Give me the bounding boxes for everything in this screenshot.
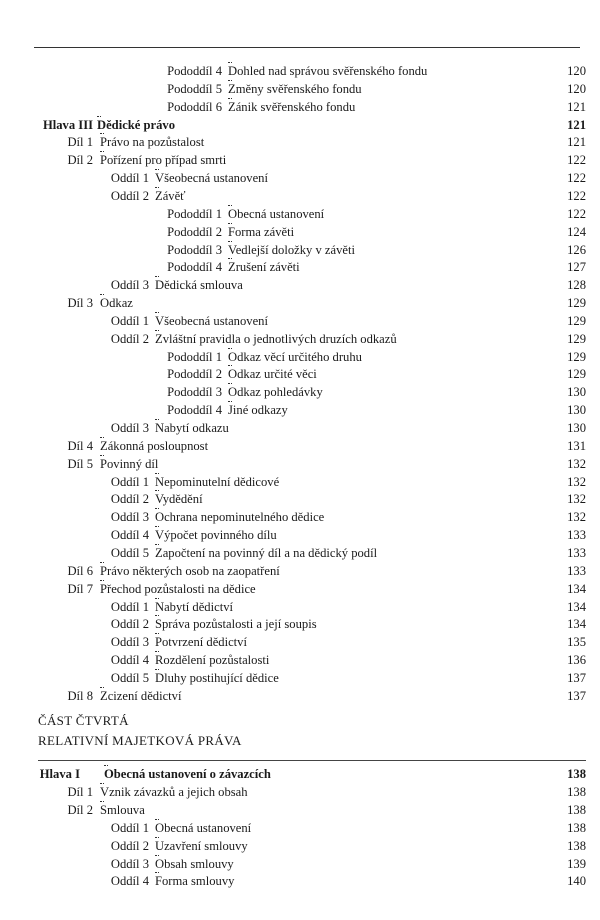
leader-dots: [155, 669, 159, 670]
toc-entry-label: Oddíl 1: [110, 313, 149, 328]
toc-entry-title: Dědická smlouva: [155, 278, 243, 293]
toc-entry-title: Vznik závazků a jejich obsah: [100, 784, 248, 799]
toc-entry: [0, 687, 600, 705]
toc-entry-title: Závěť: [155, 188, 186, 203]
part-number: ČÁST ČTVRTÁ: [38, 713, 129, 728]
toc-entry-label: Pododdíl 1: [167, 349, 222, 364]
toc-entry-label: Díl 3: [67, 296, 93, 311]
toc-entry-page: 135: [567, 635, 586, 650]
leader-dots: [228, 62, 232, 63]
toc-entry-label: Díl 7: [67, 581, 93, 596]
toc-entry-title: Obecná ustanovení: [228, 206, 325, 221]
leader-dots: [155, 651, 159, 652]
leader-dots: [100, 580, 104, 581]
toc-entry-title: Správa pozůstalosti a její soupis: [155, 617, 317, 632]
leader-dots: [155, 872, 159, 873]
toc-entry-label: Pododdíl 2: [167, 224, 222, 239]
toc-entry-title: Jiné odkazy: [228, 403, 288, 418]
top-rule: [34, 47, 580, 48]
toc-entry-label: Oddíl 3: [110, 421, 149, 435]
toc-entry: [0, 276, 600, 294]
toc-entry-label: Oddíl 3: [110, 856, 149, 871]
leader-dots: [155, 855, 159, 856]
toc-entry-page: 124: [567, 224, 586, 239]
leader-dots: [155, 419, 159, 420]
toc-entry: [0, 241, 600, 259]
toc-entry-label: Pododdíl 3: [167, 242, 222, 257]
part-title: RELATIVNÍ MAJETKOVÁ PRÁVA: [38, 733, 242, 748]
toc-entry-title: Nepominutelní dědicové: [155, 474, 280, 489]
toc-entry-page: 127: [567, 260, 586, 275]
toc-entry-label: Díl 5: [67, 456, 93, 471]
toc-entry-label: Oddíl 1: [110, 474, 149, 489]
leader-dots: [228, 223, 232, 224]
toc-entry-label: Oddíl 2: [110, 838, 149, 853]
toc-entry-title: Odkaz pohledávky: [228, 385, 323, 400]
toc-entry-label: Pododdíl 6: [167, 99, 222, 114]
toc-entry: [0, 837, 600, 855]
toc-entry-label: Oddíl 1: [110, 599, 149, 614]
toc-entry-title: Výpočet povinného dílu: [155, 528, 277, 543]
toc-entry: [0, 544, 600, 562]
toc-entry-title: Právo na pozůstalost: [100, 135, 205, 150]
toc-entry-page: 137: [567, 670, 586, 685]
toc-entry: [0, 116, 600, 134]
leader-dots: [228, 348, 232, 349]
toc-entry-page: 134: [567, 617, 586, 632]
toc-entry-title: Potvrzení dědictví: [155, 635, 247, 650]
toc-entry-title: Dědické právo: [97, 117, 176, 132]
toc-entry: [0, 580, 600, 598]
toc-entry: [0, 855, 600, 873]
toc-entry: [0, 151, 600, 169]
toc-entry-label: Díl 6: [67, 563, 93, 578]
leader-dots: [100, 687, 104, 688]
toc-entry: [0, 615, 600, 633]
leader-dots: [228, 401, 232, 402]
leader-dots: [100, 562, 104, 563]
toc-entry-title: Zrušení závěti: [228, 260, 300, 275]
leader-dots: [104, 765, 108, 766]
toc-entry-page: 128: [567, 278, 586, 293]
toc-entry: [0, 819, 600, 837]
toc-entry-title: Zákonná posloupnost: [100, 438, 209, 453]
toc-entry-title: Všeobecná ustanovení: [155, 171, 268, 186]
leader-dots: [228, 205, 232, 206]
leader-dots: [228, 241, 232, 242]
toc-entry-page: 138: [567, 784, 586, 799]
toc-entry-title: Odkaz věcí určitého druhu: [228, 349, 362, 364]
toc-entry-page: 131: [567, 438, 586, 453]
toc-entry-label: Oddíl 3: [110, 278, 149, 293]
toc-entry-label: Hlava I: [39, 767, 80, 781]
toc-entry-label: Pododdíl 3: [167, 385, 222, 400]
toc-entry-title: Forma závěti: [228, 224, 295, 239]
toc-entry: [0, 187, 600, 205]
toc-entry-title: Dluhy postihující dědice: [155, 670, 279, 685]
toc-entry: [0, 205, 600, 223]
toc-entry-page: 129: [567, 313, 586, 328]
toc-entry-page: 129: [567, 367, 586, 382]
toc-entry-page: 129: [567, 331, 586, 346]
toc-entry-label: Oddíl 4: [110, 653, 149, 668]
toc-entry-page: 129: [567, 296, 586, 311]
toc-entry-title: Vydědění: [155, 492, 203, 507]
toc-entry: [0, 526, 600, 544]
toc-entry-title: Všeobecná ustanovení: [155, 313, 268, 328]
part-separator: [38, 760, 586, 761]
leader-dots: [155, 276, 159, 277]
leader-dots: [97, 116, 101, 117]
toc-entry-title: Povinný díl: [100, 456, 159, 471]
toc-entry-title: Uzavření smlouvy: [155, 838, 248, 853]
toc-entry-label: Oddíl 3: [110, 510, 149, 525]
leader-dots: [100, 801, 104, 802]
toc-entry-label: Oddíl 4: [110, 528, 149, 543]
toc-entry: [0, 669, 600, 687]
toc-entry: [0, 98, 600, 116]
toc-entry-title: Započtení na povinný díl a na dědický podíl: [155, 545, 378, 560]
toc-entry-label: Pododdíl 4: [167, 403, 222, 418]
leader-dots: [155, 508, 159, 509]
toc-entry-title: Zánik svěřenského fondu: [228, 99, 356, 114]
leader-dots: [100, 151, 104, 152]
toc-entry: [0, 473, 600, 491]
toc-entry-page: 133: [567, 563, 586, 578]
leader-dots: [155, 526, 159, 527]
toc-entry-page: 133: [567, 528, 586, 543]
toc-entry-page: 138: [567, 838, 586, 853]
toc-entry-page: 132: [567, 474, 586, 489]
toc-entry-title: Obecná ustanovení: [155, 820, 252, 835]
leader-dots: [155, 473, 159, 474]
toc-entry-title: Zvláštní pravidla o jednotlivých druzích odkazů: [155, 331, 397, 346]
toc-entry: [0, 258, 600, 276]
toc-entry-page: 137: [567, 688, 586, 703]
toc-entry: [0, 437, 600, 455]
toc-entry-page: 138: [567, 820, 586, 835]
toc-entry: [0, 294, 600, 312]
toc-entry-page: 120: [567, 64, 586, 78]
toc-entry: [0, 651, 600, 669]
toc-entry-title: Rozdělení pozůstalosti: [155, 653, 270, 668]
toc-entry-label: Pododdíl 2: [167, 367, 222, 382]
leader-dots: [228, 258, 232, 259]
toc-entry: [0, 633, 600, 651]
toc-entry: [0, 223, 600, 241]
toc-entry-label: Oddíl 4: [110, 874, 149, 889]
leader-dots: [100, 783, 104, 784]
toc-entry: [0, 783, 600, 801]
toc-entry: [0, 312, 600, 330]
toc-entry: [0, 598, 600, 616]
toc-entry-title: Smlouva: [100, 802, 145, 817]
leader-dots: [100, 455, 104, 456]
toc-entry-label: Díl 1: [67, 135, 93, 150]
toc-entry-label: Pododdíl 1: [167, 206, 222, 221]
toc-entry-label: Oddíl 2: [110, 331, 149, 346]
toc-entry-label: Díl 4: [67, 438, 93, 453]
toc-entry-label: Pododdíl 4: [167, 64, 222, 78]
toc-entry-label: Oddíl 1: [110, 820, 149, 835]
toc-entry-page: 136: [567, 653, 586, 668]
toc-entry-label: Oddíl 5: [110, 670, 149, 685]
toc-entry-title: Dohled nad správou svěřenského fondu: [228, 64, 428, 78]
toc-entry-title: Odkaz určité věci: [228, 367, 317, 382]
toc-entry: [0, 872, 600, 890]
toc-entry: [0, 62, 600, 80]
toc-entry-title: Pořízení pro případ smrti: [100, 153, 227, 168]
toc-entry: [0, 80, 600, 98]
leader-dots: [100, 133, 104, 134]
toc-entry-page: 126: [567, 242, 586, 257]
toc-entry-title: Forma smlouvy: [155, 874, 235, 889]
toc-entry-label: Díl 8: [67, 688, 93, 703]
leader-dots: [228, 98, 232, 99]
toc-entry: [0, 330, 600, 348]
toc-entry-title: Vedlejší doložky v závěti: [228, 242, 355, 257]
toc-entry: [0, 401, 600, 419]
toc-entry-label: Díl 1: [67, 784, 93, 799]
toc-entry-page: 134: [567, 581, 586, 596]
leader-dots: [155, 169, 159, 170]
toc-entry-label: Oddíl 2: [110, 492, 149, 507]
leader-dots: [100, 437, 104, 438]
toc-entry-label: Díl 2: [67, 802, 93, 817]
toc-entry-page: 133: [567, 545, 586, 560]
toc-entry-title: Právo některých osob na zaopatření: [100, 563, 280, 578]
toc-entry-title: Obsah smlouvy: [155, 856, 234, 871]
toc-entry-page: 122: [567, 171, 586, 186]
toc-entry: [0, 508, 600, 526]
toc-entry-page: 120: [567, 81, 586, 96]
toc-entry: [0, 348, 600, 366]
leader-dots: [155, 633, 159, 634]
toc-entry-label: Oddíl 2: [110, 188, 149, 203]
toc-entry: [0, 455, 600, 473]
toc-entry-title: Ochrana nepominutelného dědice: [155, 510, 325, 525]
toc-entry-page: 129: [567, 349, 586, 364]
toc-entry-title: Odkaz: [100, 296, 133, 311]
toc-entry-title: Nabytí dědictví: [155, 599, 233, 614]
toc-entry-label: Díl 2: [67, 153, 93, 168]
toc-entry: [0, 765, 600, 783]
leader-dots: [228, 80, 232, 81]
toc-entry-page: 122: [567, 188, 586, 203]
leader-dots: [155, 330, 159, 331]
toc-entry-page: 139: [567, 856, 586, 871]
toc-entry-label: Oddíl 5: [110, 545, 149, 560]
leader-dots: [155, 615, 159, 616]
toc-entry-page: 122: [567, 153, 586, 168]
leader-dots: [100, 294, 104, 295]
leader-dots: [155, 490, 159, 491]
toc-entry-page: 132: [567, 510, 586, 525]
toc-entry: [0, 169, 600, 187]
toc-entry-title: Přechod pozůstalosti na dědice: [100, 581, 256, 596]
leader-dots: [155, 598, 159, 599]
toc-entry-page: 138: [567, 767, 586, 781]
toc-entry-title: Obecná ustanovení o závazcích: [104, 767, 271, 781]
leader-dots: [228, 383, 232, 384]
toc-entry-label: Oddíl 2: [110, 617, 149, 632]
toc-entry-page: 130: [567, 421, 586, 435]
toc-entry-label: Oddíl 3: [110, 635, 149, 650]
leader-dots: [155, 187, 159, 188]
toc-entry-label: Hlava III: [42, 117, 93, 132]
toc-entry: [0, 383, 600, 401]
toc-entry-label: Pododdíl 4: [167, 260, 222, 275]
toc-entry: [0, 133, 600, 151]
toc-entry: [0, 801, 600, 819]
leader-dots: [155, 544, 159, 545]
toc-entry-label: Oddíl 1: [110, 171, 149, 186]
toc-entry-title: Zcizení dědictví: [100, 688, 182, 703]
leader-dots: [155, 837, 159, 838]
toc-entry-title: Nabytí odkazu: [155, 421, 229, 435]
toc-entry-page: 130: [567, 403, 586, 418]
toc-entry-page: 121: [567, 99, 586, 114]
toc-entry-page: 140: [567, 874, 586, 889]
leader-dots: [155, 819, 159, 820]
toc-entry-page: 138: [567, 802, 586, 817]
toc-entry-page: 121: [567, 135, 586, 150]
leader-dots: [228, 365, 232, 366]
toc-entry-page: 134: [567, 599, 586, 614]
toc-entry-page: 132: [567, 492, 586, 507]
toc-entry: [0, 365, 600, 383]
toc-entry-page: 121: [567, 117, 586, 132]
toc-entry-title: Změny svěřenského fondu: [228, 81, 362, 96]
toc-entry-page: 132: [567, 456, 586, 471]
toc-entry: [0, 490, 600, 508]
toc-entry: [0, 562, 600, 580]
toc-entry-label: Pododdíl 5: [167, 81, 222, 96]
leader-dots: [155, 312, 159, 313]
toc-entry-page: 122: [567, 206, 586, 221]
toc-entry-page: 130: [567, 385, 586, 400]
toc-entry: [0, 419, 600, 437]
